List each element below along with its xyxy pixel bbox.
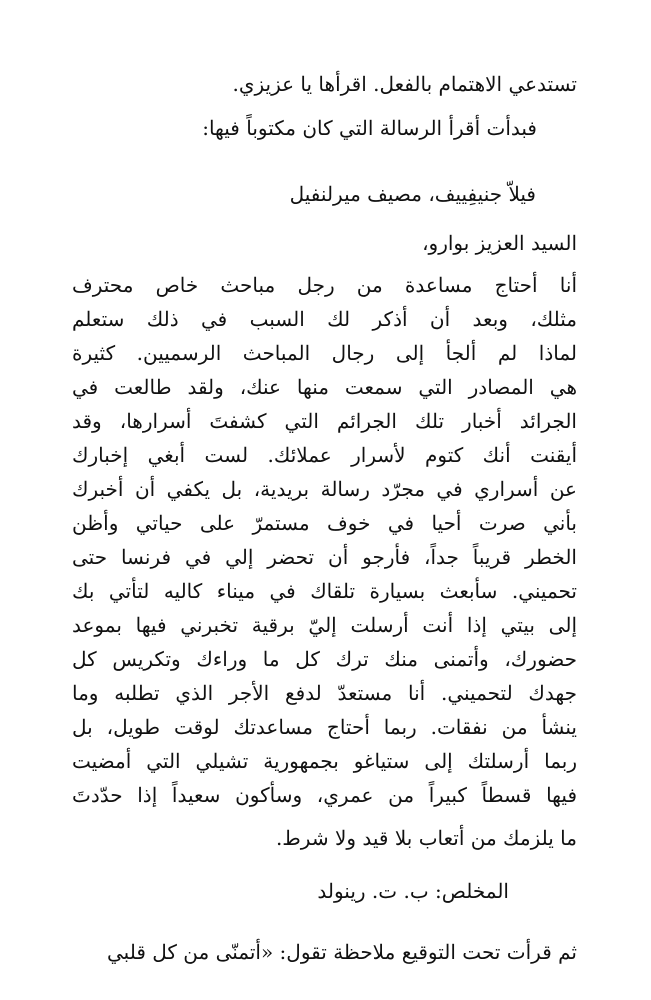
body-line: أيقنت أنك كتوم لأسرار عملائك. لست أبغي إخبارك bbox=[72, 443, 577, 467]
body-line: الخطر قريباً جداً، فأرجو أن تحضر إلي في فرنسا حتى bbox=[72, 545, 577, 569]
top-line: تستدعي الاهتمام بالفعل. اقرأها يا عزيزي. bbox=[232, 72, 577, 96]
bottom-line: ثم قرأت تحت التوقيع ملاحظة تقول: «أتمنّى من كل قلبي bbox=[107, 940, 577, 964]
body-line: مثلك، وبعد أن أذكر لك السبب في ذلك ستعلم bbox=[72, 307, 577, 331]
salutation: السيد العزيز بوارو، bbox=[422, 231, 577, 255]
body-line: تحميني. سأبعث بسيارة تلقاك في ميناء كاليه لتأتي بك bbox=[72, 579, 577, 603]
body-line: هي المصادر التي سمعت منها عنك، ولقد طالعت في bbox=[72, 375, 577, 399]
body-line: ربما أرسلتك إلى ستياغو بجمهورية تشيلي التي أمضيت bbox=[72, 749, 577, 773]
body-line: أنا أحتاج مساعدة من رجل مباحث خاص محترف bbox=[72, 273, 577, 297]
body-line: حضورك، وأتمنى منك ترك كل ما وراءك وتكريس كل bbox=[72, 647, 577, 671]
signature: المخلص: ب. ت. رينولد bbox=[317, 879, 509, 903]
body-line: الجرائد أخبار تلك الجرائم التي كشفتَ أسرارها، وقد bbox=[72, 409, 577, 433]
body-line: ينشأ من نفقات. ربما أحتاج مساعدتك لوقت طويل، بل bbox=[72, 715, 577, 739]
body-line: إلى بيتي إذا أنت أرسلت إليّ برقية تخبرني فيها بموعد bbox=[72, 613, 577, 637]
letter-place: فيلاّ جنيفِييف، مصيف ميرلنفيل bbox=[289, 182, 536, 206]
body-line: عن أسراري في مجرّد رسالة بريدية، بل يكفي أن أخبرك bbox=[72, 477, 577, 501]
body-line: لماذا لم ألجأ إلى رجال المباحث الرسميين. كثيرة bbox=[72, 341, 577, 365]
body-line: بأني صرت أحيا في خوف مستمرّ على حياتي وأظن bbox=[72, 511, 577, 535]
body-line: ما يلزمك من أتعاب بلا قيد ولا شرط. bbox=[275, 826, 577, 850]
body-line: فيها قسطاً كبيراً من عمري، وسأكون سعيداً إذا حدّدتَ bbox=[72, 783, 577, 807]
intro-line: فبدأت أقرأ الرسالة التي كان مكتوباً فيها: bbox=[202, 116, 537, 140]
body-line: جهدك لتحميني. أنا مستعدّ لدفع الأجر الذي تطلبه وما bbox=[72, 681, 577, 705]
